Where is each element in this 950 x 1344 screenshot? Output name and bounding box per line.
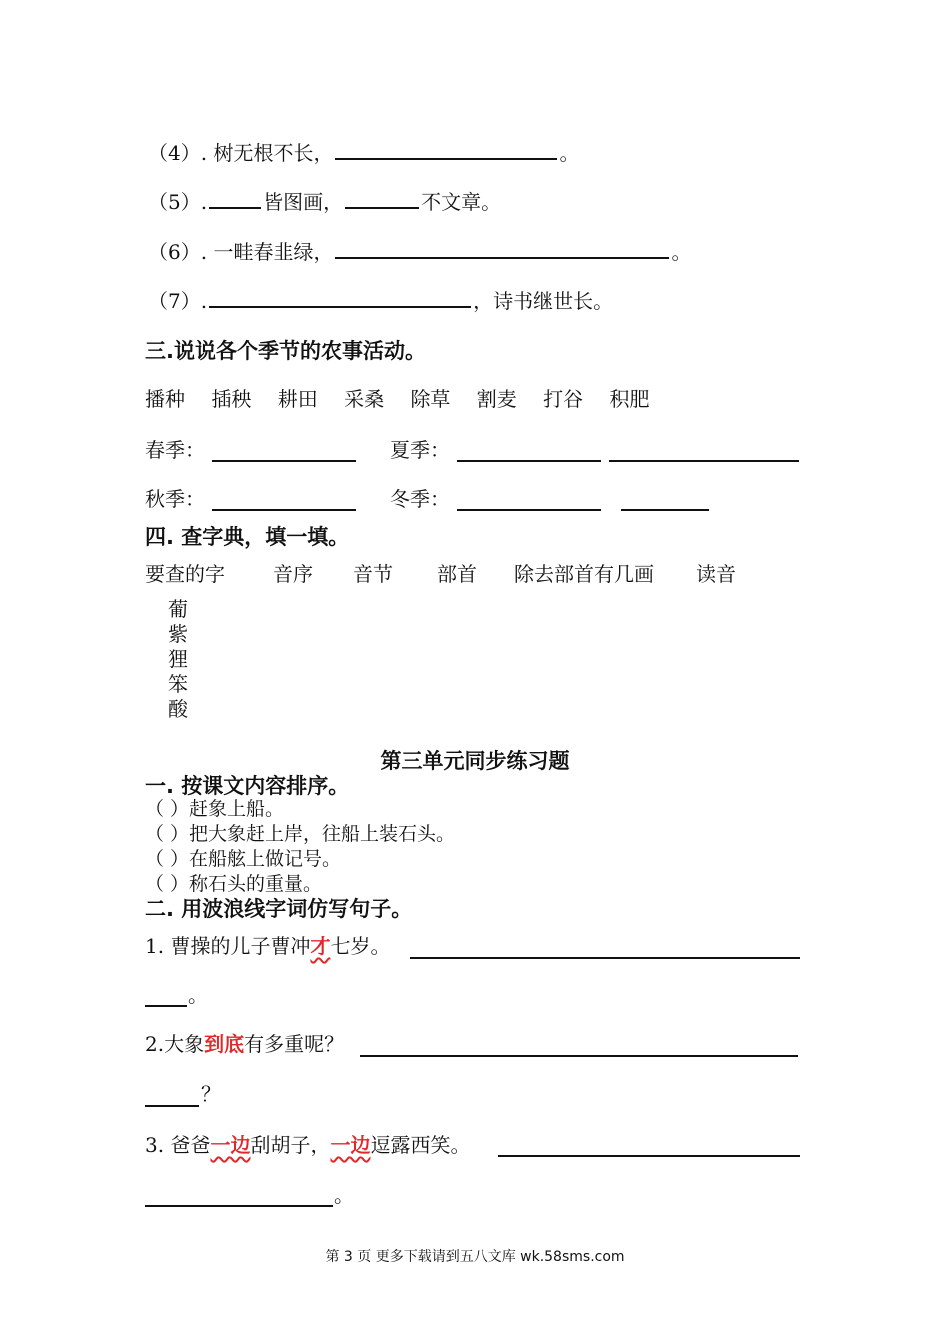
lookup-char: 紫 [168, 622, 188, 646]
farm-word: 采桑 [344, 387, 385, 411]
item7-suffix: ，诗书继世长。 [473, 289, 614, 313]
lookup-char: 酸 [168, 697, 188, 721]
part1-title: 一. 按课文内容排序。 [145, 774, 350, 798]
sentence-1 [145, 933, 390, 959]
summer-blank-2[interactable] [609, 460, 799, 462]
part2-title: 二. 用波浪线字词仿写句子。 [145, 897, 413, 921]
sentence-2 [145, 1031, 344, 1057]
item5-suffix: 不文章。 [421, 190, 502, 214]
s1-post: 七岁。 [330, 934, 391, 958]
s1-blank-2[interactable] [145, 1005, 187, 1007]
farm-word: 打谷 [543, 387, 584, 411]
winter-label: 冬季： [390, 487, 450, 511]
order-paren[interactable]: （ ） [145, 873, 190, 895]
spring-label: 春季： [145, 438, 205, 462]
dict-header-5: 读音 [696, 562, 736, 586]
order-item [145, 797, 284, 822]
dict-header-0: 要查的字 [145, 562, 225, 586]
order-item [145, 847, 341, 872]
s2-pre: 2.大象 [145, 1032, 205, 1056]
winter-blank-1[interactable] [457, 509, 601, 511]
fill-item-4 [148, 138, 579, 166]
winter-blank-2[interactable] [621, 509, 709, 511]
order-paren[interactable]: （ ） [145, 798, 190, 820]
dict-header-2: 音节 [353, 562, 393, 586]
dict-header-3: 部首 [437, 562, 477, 586]
item5-blank-1[interactable] [209, 187, 261, 209]
lookup-char: 笨 [168, 672, 188, 696]
fill-item-5 [148, 187, 501, 215]
item6-prefix: （6）. 一畦春韭绿， [148, 240, 334, 264]
s3-blank-2[interactable] [145, 1205, 333, 1207]
order-paren[interactable]: （ ） [145, 848, 190, 870]
farm-word: 耕田 [277, 387, 318, 411]
farm-word: 插秧 [211, 387, 252, 411]
farm-word: 播种 [145, 387, 185, 411]
order-text: 称石头的重量。 [189, 873, 323, 895]
dict-header-4: 除去部首有几画 [514, 562, 654, 586]
order-item [145, 872, 322, 897]
s2-end: ？ [201, 1082, 221, 1106]
item4-blank[interactable] [335, 138, 557, 160]
order-text: 把大象赶上岸，往船上装石头。 [189, 823, 456, 845]
s3-pre: 3. 爸爸 [145, 1133, 211, 1157]
item5-blank-2[interactable] [345, 187, 419, 209]
section3-title: 三.说说各个季节的农事活动。 [145, 339, 426, 363]
s3-mid: 刮胡子， [250, 1133, 331, 1157]
lookup-chars [168, 597, 188, 722]
lookup-char: 狸 [168, 647, 188, 671]
s2-post: 有多重呢？ [244, 1032, 345, 1056]
item6-suffix: 。 [671, 240, 692, 264]
item4-prefix: （4）. 树无根不长， [148, 141, 334, 165]
farm-word: 割麦 [476, 387, 517, 411]
farm-word: 除草 [410, 387, 451, 411]
summer-blank-1[interactable] [457, 460, 601, 462]
item7-blank[interactable] [209, 286, 471, 308]
item7-prefix: （7）. [148, 289, 208, 313]
item5-prefix: （5）. [148, 190, 208, 214]
s2-highlight: 到底 [204, 1032, 245, 1056]
s1-pre: 1. 曹操的儿子曹冲 [145, 934, 311, 958]
order-item [145, 822, 455, 847]
item4-suffix: 。 [559, 141, 580, 165]
dict-header-1: 音序 [273, 562, 313, 586]
order-text: 赶象上船。 [189, 798, 285, 820]
farm-word: 积肥 [609, 387, 650, 411]
s3-highlight-1: 一边 [210, 1133, 251, 1157]
s3-end: 。 [334, 1183, 354, 1207]
s2-blank-1[interactable] [360, 1055, 798, 1057]
autumn-blank[interactable] [212, 509, 356, 511]
page-footer: 第 3 页 更多下载请到五八文库 wk.58sms.com [325, 1249, 625, 1265]
s1-highlight: 才 [310, 934, 331, 958]
order-text: 在船舷上做记号。 [189, 848, 342, 870]
s2-blank-2[interactable] [145, 1105, 199, 1107]
section4-title: 四. 查字典，填一填。 [145, 525, 350, 549]
s3-post: 逗露西笑。 [370, 1133, 471, 1157]
spring-blank[interactable] [212, 460, 356, 462]
s1-blank-1[interactable] [410, 957, 800, 959]
order-paren[interactable]: （ ） [145, 823, 190, 845]
item5-mid: 皆图画， [263, 190, 344, 214]
autumn-label: 秋季： [145, 487, 205, 511]
sentence-3 [145, 1132, 470, 1158]
summer-label: 夏季： [390, 438, 450, 462]
s3-blank-1[interactable] [498, 1155, 800, 1157]
s1-end: 。 [188, 983, 208, 1007]
s3-highlight-2: 一边 [330, 1133, 371, 1157]
unit3-title: 第三单元同步练习题 [380, 749, 570, 773]
lookup-char: 葡 [168, 597, 188, 621]
farm-words [145, 386, 650, 412]
fill-item-6 [148, 237, 691, 265]
fill-item-7 [148, 286, 613, 314]
item6-blank[interactable] [335, 237, 669, 259]
